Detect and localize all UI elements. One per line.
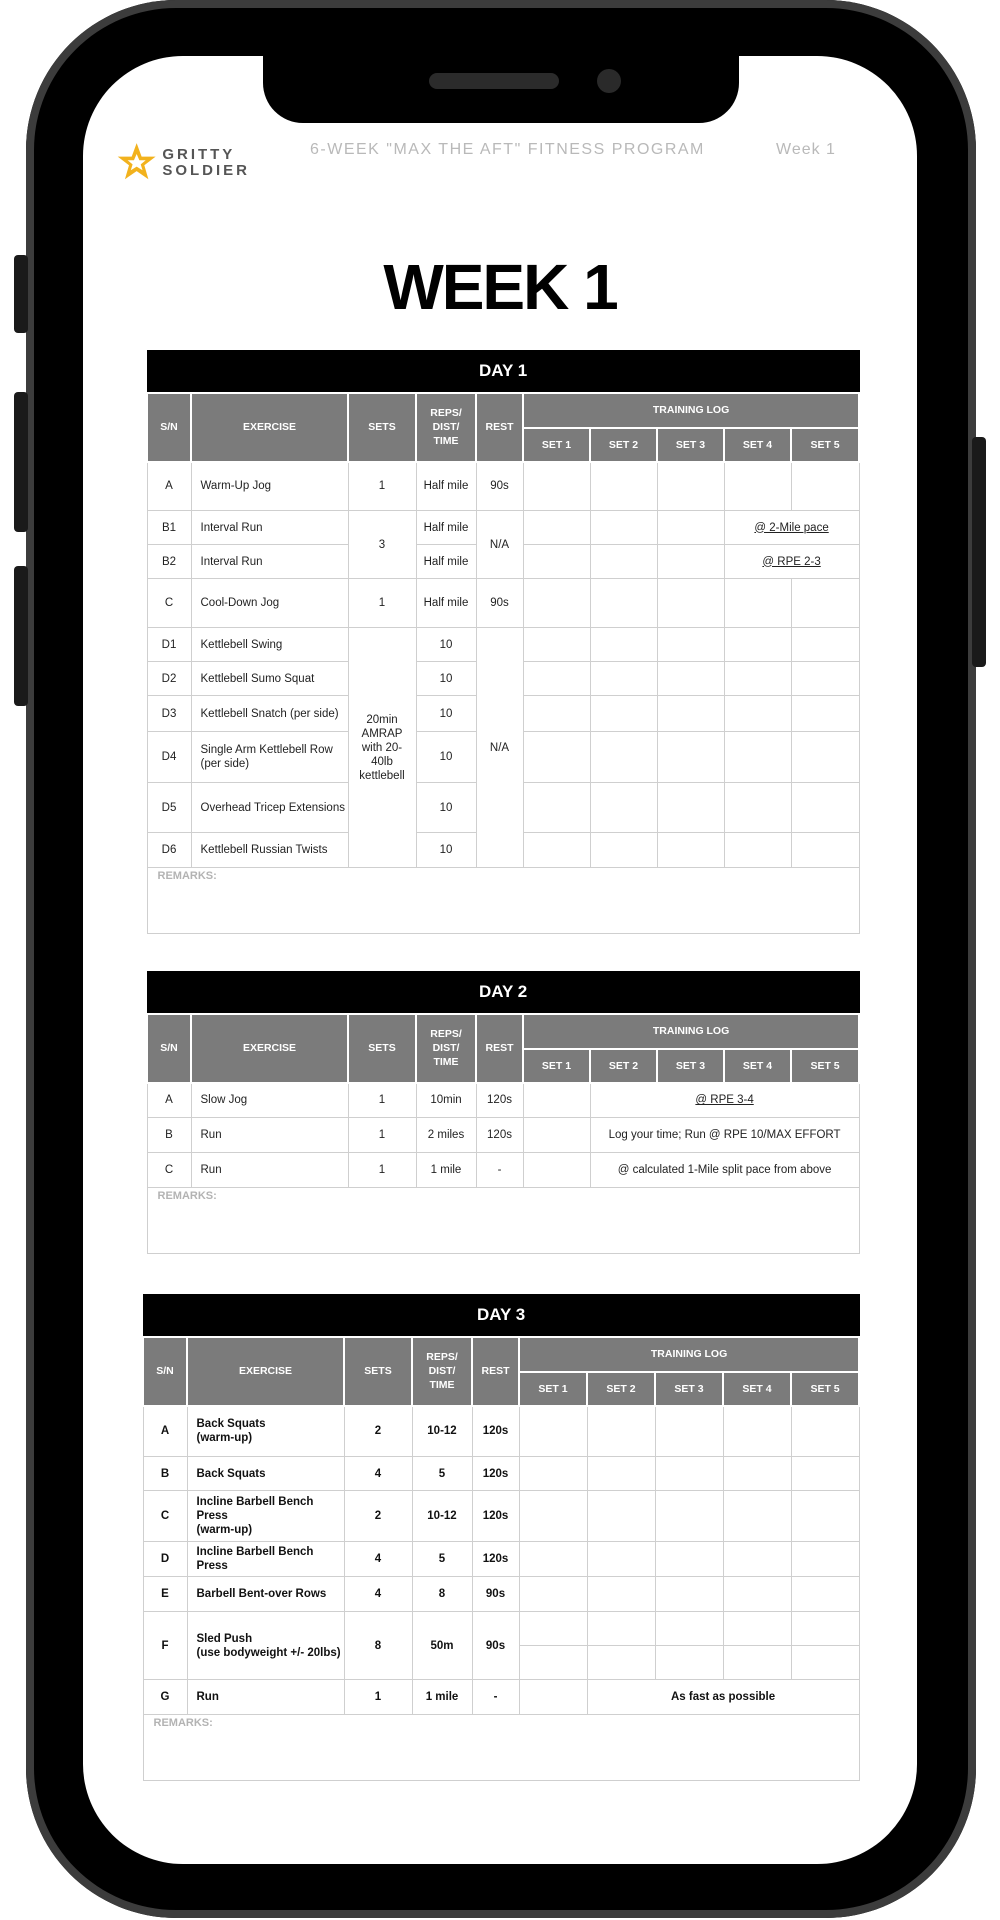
row-rest: 120s bbox=[476, 1083, 523, 1118]
row-rest: - bbox=[472, 1680, 519, 1715]
log-cell[interactable] bbox=[590, 628, 657, 662]
table-row bbox=[147, 628, 859, 662]
log-cell[interactable] bbox=[655, 1612, 723, 1646]
log-cell[interactable] bbox=[590, 732, 657, 783]
row-rest: 120s bbox=[472, 1491, 519, 1542]
log-cell[interactable] bbox=[791, 696, 859, 732]
log-cell[interactable] bbox=[587, 1491, 655, 1542]
row-sets: 4 bbox=[344, 1457, 412, 1491]
log-cell[interactable] bbox=[723, 1612, 791, 1646]
log-cell[interactable] bbox=[523, 696, 590, 732]
col-reps bbox=[412, 1337, 472, 1406]
col-set3: SET 3 bbox=[655, 1372, 723, 1406]
log-cell[interactable] bbox=[724, 579, 791, 628]
row-sets: 4 bbox=[344, 1577, 412, 1612]
row-sets: 3 bbox=[348, 511, 416, 579]
log-cell[interactable] bbox=[519, 1646, 587, 1680]
row-reps: 10 bbox=[416, 783, 476, 833]
log-cell[interactable] bbox=[657, 628, 724, 662]
row-sets: 2 bbox=[344, 1406, 412, 1457]
row-reps: 1 mile bbox=[412, 1680, 472, 1715]
log-cell[interactable] bbox=[791, 1406, 859, 1457]
log-cell[interactable] bbox=[590, 511, 657, 545]
row-reps: 10-12 bbox=[412, 1406, 472, 1457]
row-sets: 1 bbox=[348, 579, 416, 628]
log-cell[interactable] bbox=[657, 696, 724, 732]
col-set1: SET 1 bbox=[523, 1049, 590, 1083]
log-cell[interactable] bbox=[519, 1542, 587, 1577]
log-cell[interactable] bbox=[523, 1153, 590, 1188]
log-cell[interactable] bbox=[587, 1646, 655, 1680]
log-cell[interactable] bbox=[655, 1577, 723, 1612]
log-cell[interactable] bbox=[657, 579, 724, 628]
day1-table bbox=[146, 350, 860, 934]
row-sn: B bbox=[143, 1457, 187, 1491]
col-sn: S/N bbox=[147, 1014, 191, 1083]
row-rest: - bbox=[476, 1153, 523, 1188]
row-rest: 90s bbox=[476, 462, 523, 511]
log-cell[interactable] bbox=[587, 1542, 655, 1577]
col-set1: SET 1 bbox=[519, 1372, 587, 1406]
log-cell[interactable] bbox=[655, 1491, 723, 1542]
col-training-log: TRAINING LOG bbox=[523, 1014, 859, 1049]
row-sn: D3 bbox=[147, 696, 191, 732]
row-rest: 120s bbox=[472, 1406, 519, 1457]
log-cell[interactable] bbox=[723, 1406, 791, 1457]
row-rest: 120s bbox=[472, 1457, 519, 1491]
row-exercise: Run bbox=[187, 1680, 344, 1715]
row-sets: 20min AMRAP with 20- 40lb kettlebell bbox=[348, 628, 416, 868]
remarks-box[interactable]: REMARKS: bbox=[147, 1188, 859, 1254]
day3-title: DAY 3 bbox=[143, 1295, 859, 1337]
effort-note: As fast as possible bbox=[587, 1680, 859, 1715]
log-cell[interactable] bbox=[655, 1542, 723, 1577]
row-exercise: Incline Barbell Bench Press bbox=[187, 1542, 344, 1577]
row-sets: 8 bbox=[344, 1612, 412, 1680]
row-exercise: Sled Push (use bodyweight +/- 20lbs) bbox=[187, 1612, 344, 1680]
col-set3: SET 3 bbox=[657, 1049, 724, 1083]
log-cell[interactable] bbox=[657, 545, 724, 579]
log-cell[interactable] bbox=[523, 833, 590, 868]
remarks-box[interactable]: REMARKS: bbox=[143, 1715, 859, 1781]
log-cell[interactable] bbox=[523, 662, 590, 696]
volume-down-button bbox=[14, 566, 28, 706]
log-cell[interactable] bbox=[523, 783, 590, 833]
row-reps: 10-12 bbox=[412, 1491, 472, 1542]
row-reps: 10 bbox=[416, 732, 476, 783]
log-cell[interactable] bbox=[590, 462, 657, 511]
row-reps: 50m bbox=[412, 1612, 472, 1680]
log-cell[interactable] bbox=[723, 1646, 791, 1680]
col-training-log: TRAINING LOG bbox=[523, 393, 859, 428]
row-sets: 1 bbox=[348, 462, 416, 511]
log-cell[interactable] bbox=[523, 462, 590, 511]
log-cell[interactable] bbox=[519, 1406, 587, 1457]
log-cell[interactable] bbox=[791, 579, 859, 628]
log-cell[interactable] bbox=[587, 1577, 655, 1612]
log-cell[interactable] bbox=[724, 833, 791, 868]
gritty-soldier-star-logo-icon bbox=[115, 139, 158, 187]
col-rest: REST bbox=[476, 1014, 523, 1083]
log-cell[interactable] bbox=[590, 662, 657, 696]
row-sn: D5 bbox=[147, 783, 191, 833]
row-exercise: Run bbox=[191, 1153, 348, 1188]
row-rest: 120s bbox=[476, 1118, 523, 1153]
col-exercise: EXERCISE bbox=[187, 1337, 344, 1406]
table-row bbox=[147, 511, 859, 545]
pace-note: @ RPE 3-4 bbox=[590, 1083, 859, 1118]
log-cell[interactable] bbox=[723, 1491, 791, 1542]
row-sn: D2 bbox=[147, 662, 191, 696]
row-exercise: Run bbox=[191, 1118, 348, 1153]
log-cell[interactable] bbox=[519, 1680, 587, 1715]
row-reps: Half mile bbox=[416, 511, 476, 545]
row-sn: D1 bbox=[147, 628, 191, 662]
row-reps: 5 bbox=[412, 1542, 472, 1577]
log-cell[interactable] bbox=[791, 783, 859, 833]
gritty-soldier-logo bbox=[115, 138, 250, 188]
row-rest: 120s bbox=[472, 1542, 519, 1577]
document-header: 6-WEEK "MAX THE AFT" FITNESS PROGRAM bbox=[310, 141, 705, 158]
log-cell[interactable] bbox=[791, 833, 859, 868]
log-cell[interactable] bbox=[519, 1491, 587, 1542]
row-reps: Half mile bbox=[416, 462, 476, 511]
table-row bbox=[143, 1680, 859, 1715]
log-cell[interactable] bbox=[723, 1542, 791, 1577]
col-set1: SET 1 bbox=[523, 428, 590, 462]
log-cell[interactable] bbox=[791, 1646, 859, 1680]
col-reps-label: REPS/ DIST/ TIME bbox=[426, 1351, 458, 1391]
log-cell[interactable] bbox=[655, 1646, 723, 1680]
row-sn: C bbox=[143, 1491, 187, 1542]
log-cell[interactable] bbox=[791, 1612, 859, 1646]
log-cell[interactable] bbox=[657, 462, 724, 511]
power-button bbox=[972, 437, 986, 667]
log-cell[interactable] bbox=[523, 511, 590, 545]
col-sn: S/N bbox=[143, 1337, 187, 1406]
col-set2: SET 2 bbox=[587, 1372, 655, 1406]
row-rest: N/A bbox=[476, 511, 523, 579]
row-reps: 10min bbox=[416, 1083, 476, 1118]
row-exercise: Kettlebell Sumo Squat bbox=[191, 662, 348, 696]
row-sets: 4 bbox=[344, 1542, 412, 1577]
log-cell[interactable] bbox=[590, 545, 657, 579]
row-reps: Half mile bbox=[416, 545, 476, 579]
log-cell[interactable] bbox=[587, 1406, 655, 1457]
log-cell[interactable] bbox=[723, 1457, 791, 1491]
row-sn: C bbox=[147, 579, 191, 628]
row-sets: 2 bbox=[344, 1491, 412, 1542]
document-week-label: Week 1 bbox=[776, 141, 836, 158]
row-sn: D6 bbox=[147, 833, 191, 868]
row-exercise: Slow Jog bbox=[191, 1083, 348, 1118]
row-exercise: Interval Run bbox=[191, 511, 348, 545]
row-sn: B1 bbox=[147, 511, 191, 545]
col-reps bbox=[416, 393, 476, 462]
log-cell[interactable] bbox=[724, 628, 791, 662]
row-reps: 5 bbox=[412, 1457, 472, 1491]
day2-table bbox=[146, 971, 860, 1254]
col-set3: SET 3 bbox=[657, 428, 724, 462]
row-sn: D bbox=[143, 1542, 187, 1577]
row-reps: 10 bbox=[416, 833, 476, 868]
log-cell[interactable] bbox=[657, 833, 724, 868]
row-exercise: Kettlebell Snatch (per side) bbox=[191, 696, 348, 732]
row-reps: 2 miles bbox=[416, 1118, 476, 1153]
log-cell[interactable] bbox=[519, 1577, 587, 1612]
row-exercise: Back Squats (warm-up) bbox=[187, 1406, 344, 1457]
day3-table bbox=[142, 1294, 860, 1781]
col-sn: S/N bbox=[147, 393, 191, 462]
row-sets: 1 bbox=[348, 1153, 416, 1188]
col-set4: SET 4 bbox=[724, 428, 791, 462]
log-cell[interactable] bbox=[523, 628, 590, 662]
day2-title: DAY 2 bbox=[147, 972, 859, 1014]
table-row bbox=[143, 1457, 859, 1491]
row-sets: 1 bbox=[348, 1083, 416, 1118]
row-rest: 90s bbox=[472, 1612, 519, 1680]
log-cell[interactable] bbox=[590, 833, 657, 868]
log-cell[interactable] bbox=[523, 579, 590, 628]
row-exercise: Barbell Bent-over Rows bbox=[187, 1577, 344, 1612]
pace-note: @ calculated 1-Mile split pace from above bbox=[590, 1153, 859, 1188]
table-row bbox=[143, 1577, 859, 1612]
log-cell[interactable] bbox=[724, 696, 791, 732]
table-row bbox=[143, 1491, 859, 1542]
log-cell[interactable] bbox=[519, 1612, 587, 1646]
log-cell[interactable] bbox=[657, 662, 724, 696]
col-rest: REST bbox=[472, 1337, 519, 1406]
volume-up-button bbox=[14, 392, 28, 532]
row-sn: E bbox=[143, 1577, 187, 1612]
row-sn: A bbox=[143, 1406, 187, 1457]
log-cell[interactable] bbox=[657, 511, 724, 545]
log-cell[interactable] bbox=[655, 1406, 723, 1457]
phone-notch bbox=[263, 55, 739, 123]
col-set5: SET 5 bbox=[791, 428, 859, 462]
row-exercise: Single Arm Kettlebell Row (per side) bbox=[191, 732, 348, 783]
front-camera bbox=[597, 69, 621, 93]
row-sn: G bbox=[143, 1680, 187, 1715]
table-row bbox=[143, 1542, 859, 1577]
col-sets: SETS bbox=[348, 393, 416, 462]
table-row bbox=[147, 1153, 859, 1188]
log-cell[interactable] bbox=[791, 1577, 859, 1612]
col-set2: SET 2 bbox=[590, 1049, 657, 1083]
row-sn: C bbox=[147, 1153, 191, 1188]
log-cell[interactable] bbox=[791, 1542, 859, 1577]
log-cell[interactable] bbox=[724, 732, 791, 783]
col-exercise: EXERCISE bbox=[191, 1014, 348, 1083]
table-row bbox=[143, 1612, 859, 1646]
col-set2: SET 2 bbox=[590, 428, 657, 462]
log-cell[interactable] bbox=[791, 1491, 859, 1542]
log-cell[interactable] bbox=[791, 628, 859, 662]
effort-note: Log your time; Run @ RPE 10/MAX EFFORT bbox=[590, 1118, 859, 1153]
table-row bbox=[147, 462, 859, 511]
row-reps: 10 bbox=[416, 662, 476, 696]
table-row bbox=[143, 1406, 859, 1457]
log-cell[interactable] bbox=[587, 1457, 655, 1491]
col-exercise: EXERCISE bbox=[191, 393, 348, 462]
col-sets: SETS bbox=[348, 1014, 416, 1083]
row-exercise: Warm-Up Jog bbox=[191, 462, 348, 511]
speaker-grille bbox=[429, 73, 559, 89]
row-sets: 1 bbox=[344, 1680, 412, 1715]
row-rest: 90s bbox=[472, 1577, 519, 1612]
row-exercise: Kettlebell Swing bbox=[191, 628, 348, 662]
row-sn: A bbox=[147, 462, 191, 511]
row-reps: Half mile bbox=[416, 579, 476, 628]
log-cell[interactable] bbox=[724, 462, 791, 511]
log-cell[interactable] bbox=[791, 732, 859, 783]
col-training-log: TRAINING LOG bbox=[519, 1337, 859, 1372]
log-cell[interactable] bbox=[590, 783, 657, 833]
col-rest: REST bbox=[476, 393, 523, 462]
col-sets: SETS bbox=[344, 1337, 412, 1406]
pace-note: @ 2-Mile pace bbox=[724, 511, 859, 545]
log-cell[interactable] bbox=[791, 462, 859, 511]
day1-title: DAY 1 bbox=[147, 351, 859, 393]
log-cell[interactable] bbox=[523, 545, 590, 579]
row-exercise: Back Squats bbox=[187, 1457, 344, 1491]
log-cell[interactable] bbox=[723, 1577, 791, 1612]
log-cell[interactable] bbox=[523, 1083, 590, 1118]
col-reps bbox=[416, 1014, 476, 1083]
row-rest: N/A bbox=[476, 628, 523, 868]
log-cell[interactable] bbox=[523, 1118, 590, 1153]
table-row bbox=[147, 579, 859, 628]
table-row bbox=[147, 1118, 859, 1153]
col-reps-label: REPS/ DIST/ TIME bbox=[430, 1028, 462, 1068]
row-sets: 1 bbox=[348, 1118, 416, 1153]
row-reps: 8 bbox=[412, 1577, 472, 1612]
row-exercise: Incline Barbell Bench Press (warm-up) bbox=[187, 1491, 344, 1542]
row-exercise: Overhead Tricep Extensions bbox=[191, 783, 348, 833]
row-sn: A bbox=[147, 1083, 191, 1118]
log-cell[interactable] bbox=[655, 1457, 723, 1491]
col-set4: SET 4 bbox=[723, 1372, 791, 1406]
col-set4: SET 4 bbox=[724, 1049, 791, 1083]
row-reps: 1 mile bbox=[416, 1153, 476, 1188]
log-cell[interactable] bbox=[724, 662, 791, 696]
log-cell[interactable] bbox=[590, 696, 657, 732]
log-cell[interactable] bbox=[791, 662, 859, 696]
row-sn: B2 bbox=[147, 545, 191, 579]
col-set5: SET 5 bbox=[791, 1049, 859, 1083]
row-sn: F bbox=[143, 1612, 187, 1680]
row-reps: 10 bbox=[416, 628, 476, 662]
row-exercise: Interval Run bbox=[191, 545, 348, 579]
log-cell[interactable] bbox=[590, 579, 657, 628]
row-sn: B bbox=[147, 1118, 191, 1153]
log-cell[interactable] bbox=[657, 732, 724, 783]
log-cell[interactable] bbox=[724, 783, 791, 833]
row-reps: 10 bbox=[416, 696, 476, 732]
col-set5: SET 5 bbox=[791, 1372, 859, 1406]
col-reps-label: REPS/ DIST/ TIME bbox=[430, 407, 462, 447]
pace-note: @ RPE 2-3 bbox=[724, 545, 859, 579]
logo-wordmark: GRITTY SOLDIER bbox=[162, 146, 250, 179]
row-exercise: Cool-Down Jog bbox=[191, 579, 348, 628]
log-cell[interactable] bbox=[523, 732, 590, 783]
log-cell[interactable] bbox=[519, 1457, 587, 1491]
log-cell[interactable] bbox=[587, 1612, 655, 1646]
row-rest: 90s bbox=[476, 579, 523, 628]
remarks-box[interactable]: REMARKS: bbox=[147, 868, 859, 934]
log-cell[interactable] bbox=[791, 1457, 859, 1491]
row-exercise: Kettlebell Russian Twists bbox=[191, 833, 348, 868]
log-cell[interactable] bbox=[657, 783, 724, 833]
table-row bbox=[147, 1083, 859, 1118]
row-sn: D4 bbox=[147, 732, 191, 783]
page-title: WEEK 1 bbox=[383, 251, 617, 323]
